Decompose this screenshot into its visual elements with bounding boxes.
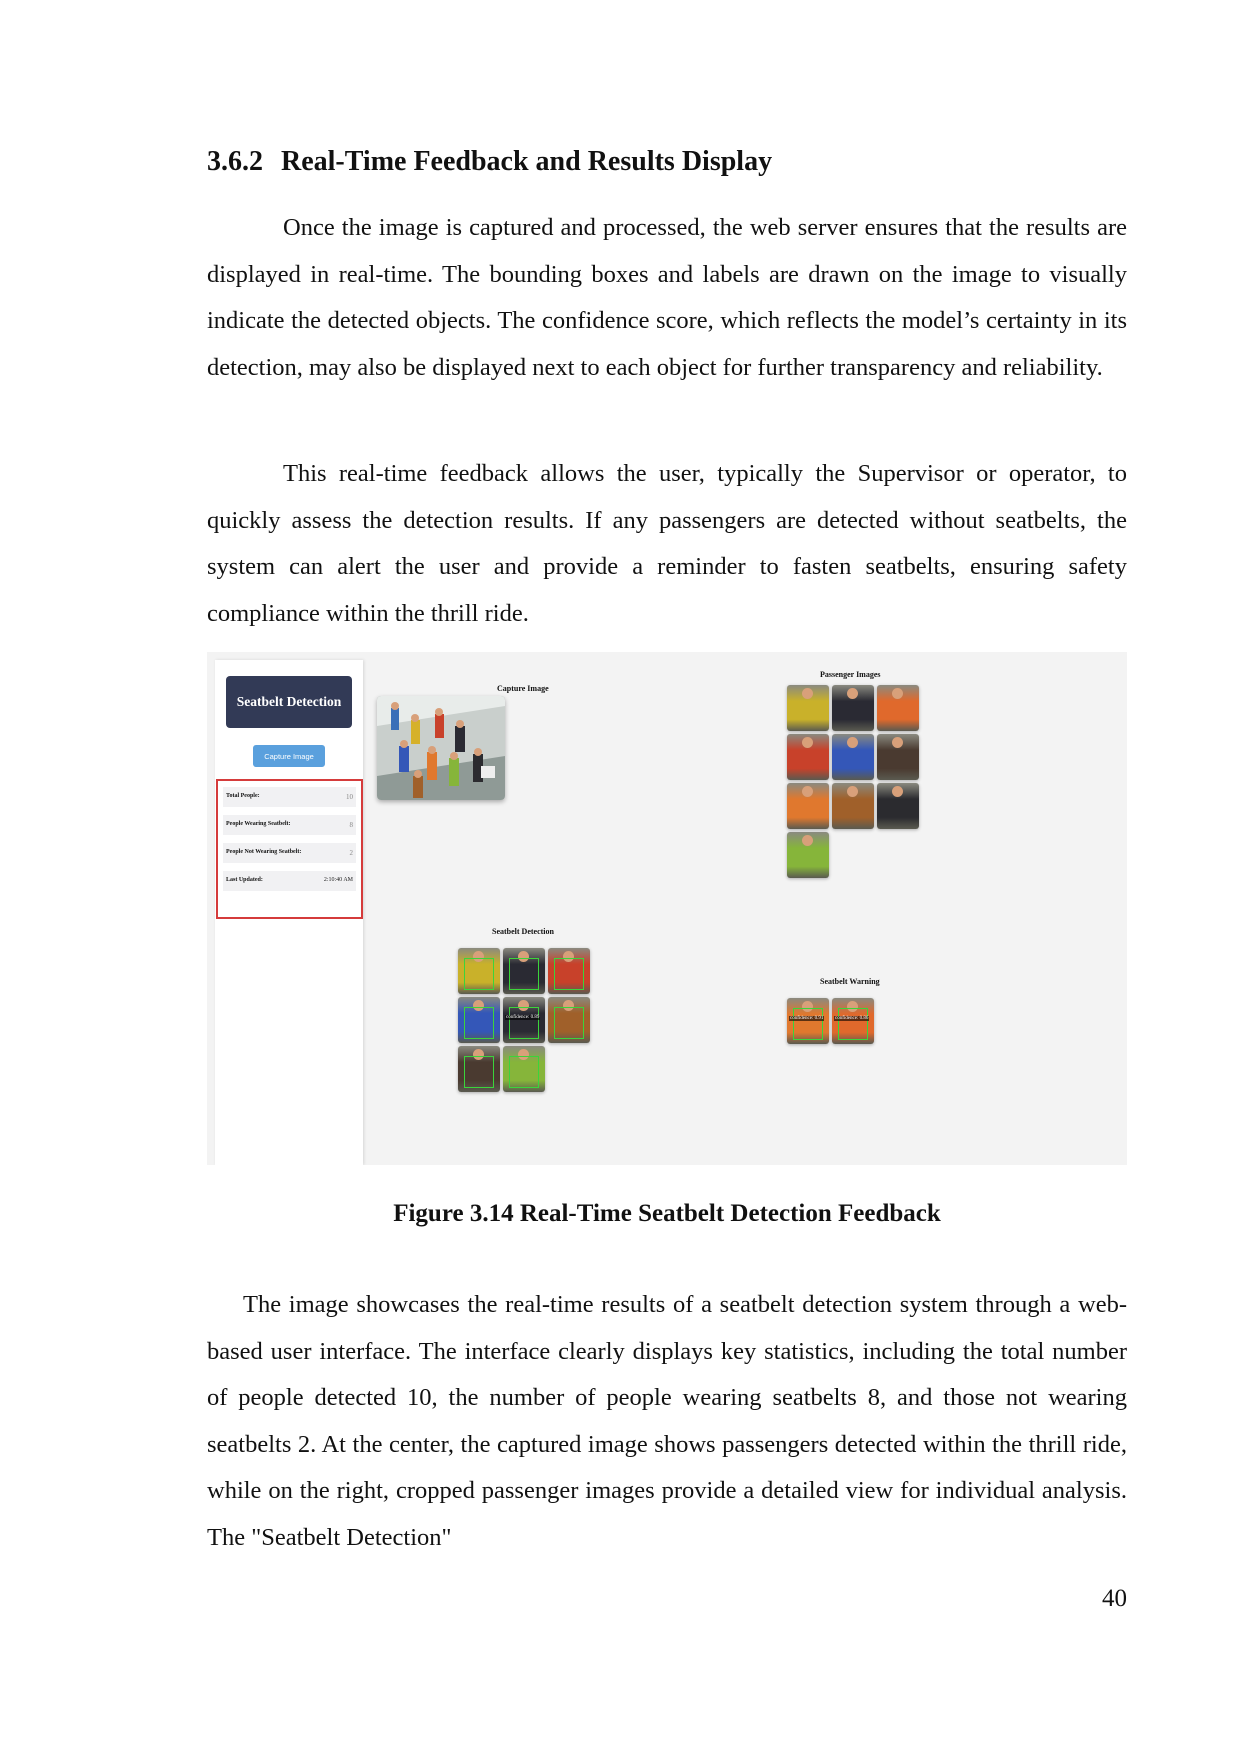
passenger-thumbnail	[877, 783, 919, 829]
stat-value: 2:10:40 AM	[323, 877, 353, 883]
detection-thumbnail	[503, 997, 545, 1043]
figure-caption: Figure 3.14 Real-Time Seatbelt Detection Feedback	[393, 1200, 941, 1227]
stats-panel	[216, 779, 363, 919]
warning-thumbnail	[832, 998, 874, 1044]
passenger-head	[802, 835, 813, 846]
paragraph-3: The image showcases the real-time results of a seatbelt detection system through a web-based user interface. The interface clearly displays key statistics, including the total number of people detected 10, the number of people wearing seatbelts 8, and those not wearing seatbelts 2. At the center, the captured image shows passengers detected within the thrill ride, while on the right, cropped passenger images provide a detailed view for individual analysis. The "Seatbelt Detection"	[207, 1291, 1127, 1551]
passenger-head	[802, 737, 813, 748]
stat-last-updated	[223, 871, 356, 891]
seatbelt-bounding-box	[793, 1008, 823, 1040]
section-heading	[207, 146, 772, 178]
detection-thumbnail	[458, 997, 500, 1043]
confidence-label: confidence: 0.89	[506, 1015, 540, 1020]
passenger-head	[892, 688, 903, 699]
stat-wearing-seatbelt	[223, 815, 356, 835]
stat-not-wearing-seatbelt	[223, 843, 356, 863]
seatbelt-bounding-box	[509, 958, 539, 990]
stat-value: 2	[349, 849, 353, 857]
seatbelt-warning-title: Seatbelt Warning	[820, 977, 880, 986]
passenger-head	[802, 786, 813, 797]
stat-value: 10	[346, 793, 353, 801]
detection-thumbnail	[458, 1046, 500, 1092]
stat-label: People Not Wearing Seatbelt:	[226, 849, 302, 855]
sidebar	[215, 660, 363, 1165]
detection-thumbnail	[503, 948, 545, 994]
seatbelt-bounding-box	[838, 1008, 868, 1040]
seatbelt-bounding-box	[464, 958, 494, 990]
passenger-images-title: Passenger Images	[820, 670, 881, 679]
detection-thumbnail	[458, 948, 500, 994]
section-number: 3.6.2	[207, 146, 263, 177]
seatbelt-bounding-box	[554, 958, 584, 990]
stat-label: Total People:	[226, 793, 260, 799]
seatbelt-bounding-box	[464, 1007, 494, 1039]
passenger-thumbnail	[787, 685, 829, 731]
seatbelt-detection-title: Seatbelt Detection	[492, 927, 554, 936]
passenger-thumbnail	[787, 832, 829, 878]
stat-value: 8	[349, 821, 353, 829]
seatbelt-bounding-box	[509, 1007, 539, 1039]
warning-thumbnail	[787, 998, 829, 1044]
passenger-thumbnail	[877, 685, 919, 731]
capture-image-button[interactable]: Capture Image	[253, 745, 325, 767]
passenger-thumbnail	[832, 734, 874, 780]
passenger-thumbnail	[832, 685, 874, 731]
passenger-thumbnail	[832, 783, 874, 829]
detection-thumbnail	[503, 1046, 545, 1092]
passenger-head	[847, 786, 858, 797]
paragraph-1: Once the image is captured and processed, the web server ensures that the results are displayed in real-time. The bounding boxes and labels are drawn on the image to visually indicate the detected objects. The confidence score, which reflects the model’s certainty in its detection, may also be displayed next to each object for further transparency and reliability.	[207, 214, 1127, 381]
passenger-head	[847, 688, 858, 699]
confidence-label: confidence: 0.91	[790, 1016, 824, 1021]
capture-section-title: Capture Image	[497, 684, 549, 693]
paragraph-2: This real-time feedback allows the user, typically the Supervisor or operator, to quickly assess the detection results. If any passengers are detected without seatbelts, the system can alert the user and provide a reminder to fasten seatbelts, ensuring safety compliance within the thrill ride.	[207, 460, 1127, 627]
captured-image-graphic	[377, 696, 505, 800]
section-title: Real-Time Feedback and Results Display	[281, 146, 773, 177]
page-number: 40	[1102, 1585, 1127, 1612]
app-brand: Seatbelt Detection	[226, 676, 352, 728]
seatbelt-bounding-box	[464, 1056, 494, 1088]
stat-total-people	[223, 787, 356, 807]
passenger-head	[802, 688, 813, 699]
stat-label: People Wearing Seatbelt:	[226, 821, 291, 827]
confidence-label: confidence: 0.86	[835, 1016, 869, 1021]
detection-thumbnail	[548, 948, 590, 994]
passenger-thumbnail	[877, 734, 919, 780]
passenger-head	[892, 737, 903, 748]
passenger-thumbnail	[787, 734, 829, 780]
seatbelt-bounding-box	[509, 1056, 539, 1088]
seatbelt-bounding-box	[554, 1007, 584, 1039]
stat-label: Last Updated:	[226, 877, 263, 883]
figure-screenshot	[207, 652, 1127, 1165]
detection-thumbnail	[548, 997, 590, 1043]
captured-image	[377, 696, 505, 800]
passenger-head	[847, 737, 858, 748]
passenger-thumbnail	[787, 783, 829, 829]
passenger-head	[892, 786, 903, 797]
